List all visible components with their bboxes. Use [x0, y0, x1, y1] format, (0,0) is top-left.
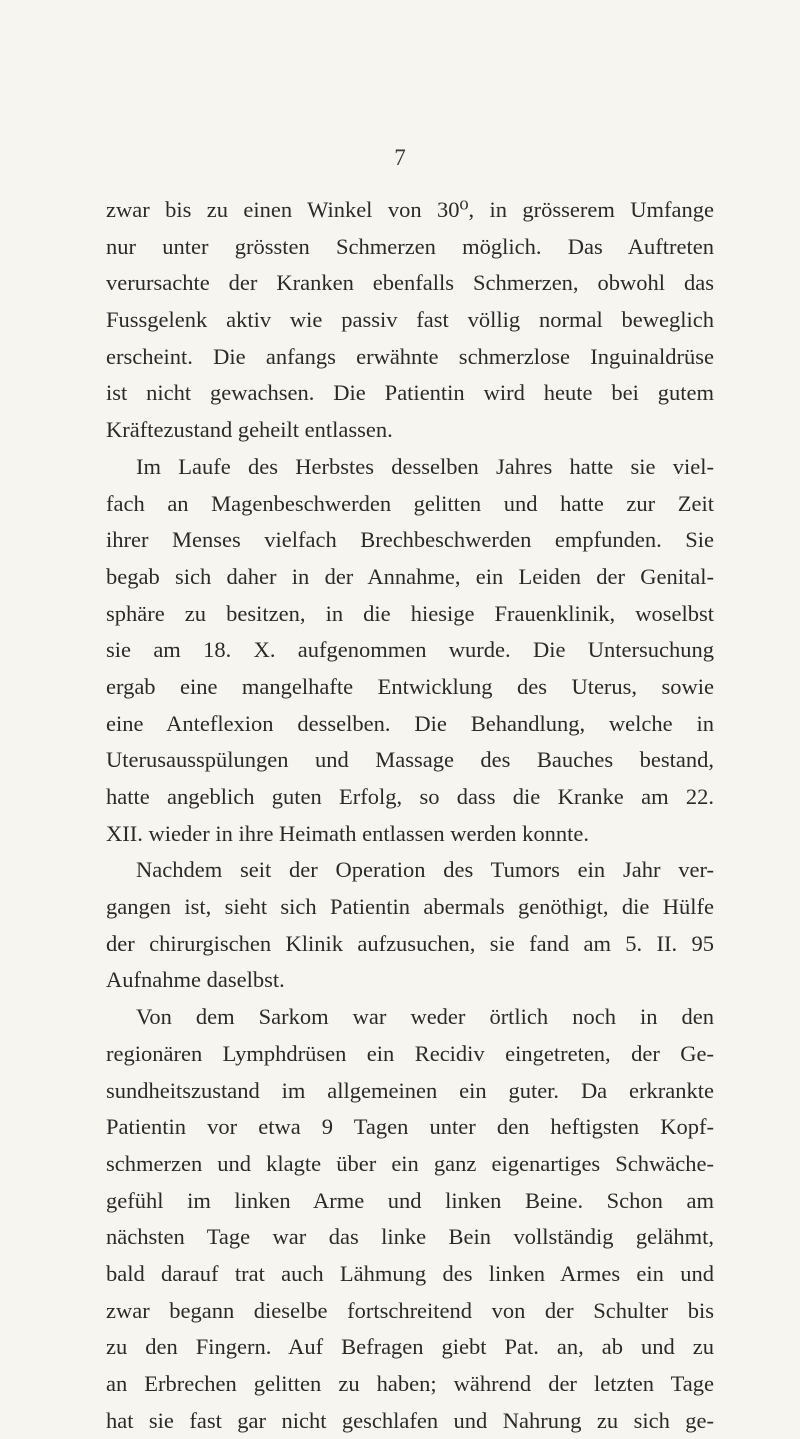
text-line: verursachte der Kranken ebenfalls Schmerzen, obwohl das — [106, 270, 714, 296]
text-line: XII. wieder in ihre Heimath entlassen werden konnte. — [106, 820, 589, 846]
text-line: Von dem Sarkom war weder örtlich noch in den — [136, 1004, 714, 1030]
text-line: der chirurgischen Klinik aufzusuchen, sie fand am 5. II. 95 — [106, 930, 714, 956]
text-line: ihrer Menses vielfach Brechbeschwerden empfunden. Sie — [106, 527, 714, 553]
text-line: hat sie fast gar nicht geschlafen und Nahrung zu sich ge- — [106, 1407, 714, 1433]
text-line: zu den Fingern. Auf Befragen giebt Pat. an, ab und zu — [106, 1334, 714, 1360]
text-line: ist nicht gewachsen. Die Patientin wird heute bei gutem — [106, 380, 714, 406]
text-line: regionären Lymphdrüsen ein Recidiv eingetreten, der Ge- — [106, 1040, 714, 1066]
text-line: fach an Magenbeschwerden gelitten und hatte zur Zeit — [106, 490, 714, 516]
text-line: zwar begann dieselbe fortschreitend von der Schulter bis — [106, 1297, 714, 1323]
text-line: Im Laufe des Herbstes desselben Jahres hatte sie viel- — [136, 453, 714, 479]
text-line: Uterusausspülungen und Massage des Bauches bestand, — [106, 747, 714, 773]
text-line: nächsten Tage war das linke Bein vollständig gelähmt, — [106, 1224, 714, 1250]
text-line: schmerzen und klagte über ein ganz eigenartiges Schwäche- — [106, 1150, 714, 1176]
text-line: Aufnahme daselbst. — [106, 967, 285, 993]
text-line: zwar bis zu einen Winkel von 30⁰, in grösserem Umfange — [106, 197, 714, 222]
text-line: sie am 18. X. aufgenommen wurde. Die Untersuchung — [106, 637, 714, 663]
text-line: hatte angeblich guten Erfolg, so dass die Kranke am 22. — [106, 784, 714, 809]
text-line: Kräftezustand geheilt entlassen. — [106, 417, 393, 443]
text-line: sundheitszustand im allgemeinen ein guter. Da erkrankte — [106, 1077, 714, 1103]
text-line: ergab eine mangelhafte Entwicklung des Uterus, sowie — [106, 673, 714, 699]
text-line: Nachdem seit der Operation des Tumors ein Jahr ver- — [136, 857, 714, 883]
text-line: gefühl im linken Arme und linken Beine. Schon am — [106, 1187, 714, 1213]
text-line: sphäre zu besitzen, in die hiesige Frauenklinik, woselbst — [106, 600, 714, 626]
page-number: 7 — [394, 145, 406, 170]
text-line: Patientin vor etwa 9 Tagen unter den heftigsten Kopf- — [106, 1114, 714, 1140]
text-line: erscheint. Die anfangs erwähnte schmerzlose Inguinaldrüse — [106, 343, 714, 369]
text-line: nur unter grössten Schmerzen möglich. Das Auftreten — [106, 233, 714, 259]
text-line: gangen ist, sieht sich Patientin abermals genöthigt, die Hülfe — [106, 894, 714, 920]
text-line: eine Anteflexion desselben. Die Behandlung, welche in — [106, 710, 714, 736]
body-text — [106, 192, 714, 1439]
text-line: Fussgelenk aktiv wie passiv fast völlig normal beweglich — [106, 307, 714, 333]
text-line: begab sich daher in der Annahme, ein Leiden der Genital- — [106, 563, 714, 589]
text-line: bald darauf trat auch Lähmung des linken Armes ein und — [106, 1260, 714, 1286]
text-line: an Erbrechen gelitten zu haben; während der letzten Tage — [106, 1371, 714, 1396]
